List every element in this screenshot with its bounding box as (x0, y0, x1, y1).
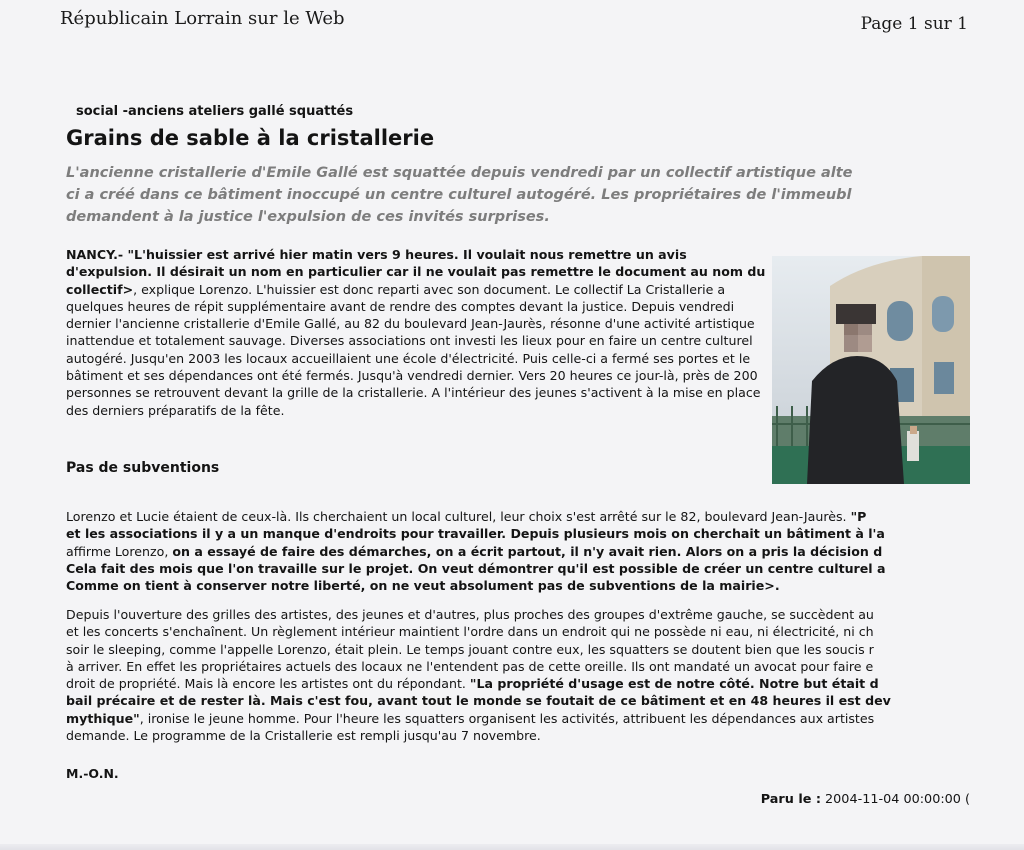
photo-image (772, 256, 970, 484)
published-value: 2004-11-04 00:00:00 ( (820, 792, 970, 807)
text-run: mythique" (66, 710, 140, 726)
text-line: Depuis l'ouverture des grilles des artistes, des jeunes et d'autres, plus proches des groupes d'extrême gauche, se succèdent au (66, 607, 874, 622)
published-label: Paru le : (760, 792, 821, 807)
lead-line: L'ancienne cristallerie d'Emile Gallé est squattée depuis vendredi par un collectif artistique alte (66, 165, 853, 181)
text-run: Lorenzo et Lucie étaient de ceux-là. Ils cherchaient un local culturel, leur choix s'est arrêté sur le 82, boulevard Jean-Jaurès. (66, 509, 851, 524)
author-signature: M.-O.N. (66, 766, 119, 781)
text-line: à arriver. En effet les propriétaires actuels des locaux ne l'entendent pas de cette oreille. Ils ont mandaté un avocat pour faire e (66, 658, 874, 674)
text-run: affirme Lorenzo, (66, 543, 173, 559)
publication-date (761, 792, 970, 807)
paragraph-subventions (66, 508, 970, 594)
text-line (66, 543, 970, 560)
paragraph-intro (66, 246, 766, 419)
article-title: Grains de sable à la cristallerie (66, 126, 435, 150)
subheading: Pas de subventions (66, 460, 220, 476)
text-line: Cela fait des mois que l'on travaille sur le projet. On veut démontrer qu'il est possible de créer un centre culturel a (66, 560, 886, 576)
text-run: "P (850, 509, 867, 524)
page-edge (0, 844, 1024, 850)
lead-line: demandent à la justice l'expulsion de ces invités surprises. (66, 209, 550, 225)
text-line (66, 508, 970, 525)
text-run: droit de propriété. Mais là encore les artistes ont du répondant. (66, 676, 470, 692)
text-line (66, 675, 970, 692)
site-title: Républicain Lorrain sur le Web (60, 8, 345, 29)
text-run: , ironise le jeune homme. Pour l'heure les squatters organisent les activités, attribuent les dépendances aux artistes (139, 710, 875, 726)
article-lead (66, 162, 970, 228)
text-run: "La propriété d'usage est de notre côté. Notre but était d (469, 676, 879, 692)
article (66, 104, 970, 834)
text-line: bail précaire et de rester là. Mais c'est fou, avant tout le monde se foutait de ce bâtiment et en 48 heures il est dev (66, 693, 891, 709)
text-run: on a essayé de faire des démarches, on a écrit partout, il n'y avait rien. Alors on a pris la décision d (172, 543, 883, 559)
lead-line: ci a créé dans ce bâtiment inoccupé un centre culturel autogéré. Les propriétaires de l'immeubl (66, 187, 852, 203)
page-number: Page 1 sur 1 (860, 14, 968, 34)
article-photo (772, 256, 970, 484)
text-line: et les associations il y a un manque d'endroits pour travailler. Depuis plusieurs mois on cherchait un bâtiment à l'a (66, 526, 885, 542)
text-line: Comme on tient à conserver notre liberté, on ne veut absolument pas de subventions de la mairie>. (66, 578, 780, 594)
paragraph-squat (66, 606, 970, 744)
intro-body: , explique Lorenzo. L'huissier est donc reparti avec son document. Le collectif La Cristallerie a quelques heures de répit supplémentaire avant de rendre des comptes devant la justice. Depuis vendredi dernier l'ancienne cristallerie d'Emile Gallé, au 82 du boulevard Jean-Jaurès, résonne d'une activité artistique inattendue et totalement sauvage. Diverses associations ont investi les lieux pour en faire un centre culturel autogéré. Jusqu'en 2003 les locaux accueillaient une école d'électricité. Puis celle-ci a fermé ses portes et le bâtiment et ses dépendances ont été fermés. Jusqu'à vendredi dernier. Vers 20 heures ce jour-là, près de 200 personnes se retrouvent devant la grille de la cristallerie. A l'intérieur des jeunes s'activent à la mise en place des derniers préparatifs de la fête. (66, 281, 761, 418)
text-line: soir le sleeping, comme l'appelle Lorenzo, était plein. Le temps jouant contre eux, les squatters se doutent bien que les soucis r (66, 641, 874, 657)
article-rubric: social -anciens ateliers gallé squattés (76, 104, 354, 119)
dateline: NANCY.- (66, 247, 128, 262)
text-line (66, 710, 970, 727)
text-line: et les concerts s'enchaînent. Un règlement intérieur maintient l'ordre dans un endroit qui ne possède ni eau, ni électricité, ni ch (66, 624, 874, 640)
text-line: demande. Le programme de la Cristallerie est rempli jusqu'au 7 novembre. (66, 728, 541, 744)
huissier-quote: "L'huissier est arrivé hier matin vers 9 heures. Il voulait nous remettre un avis d'expulsion. Il désirait un nom en particulier car il ne voulait pas remettre le document au nom du collectif> (66, 247, 766, 297)
